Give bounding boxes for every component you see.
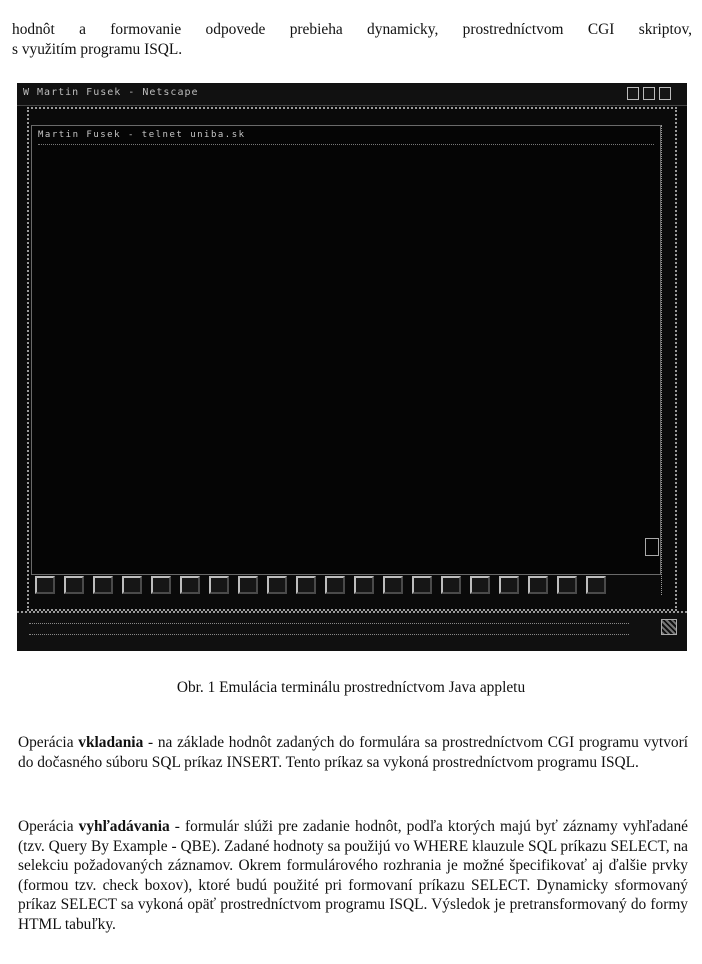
terminal-divider: [38, 144, 654, 146]
function-key-button[interactable]: [122, 576, 142, 594]
function-key-button[interactable]: [238, 576, 258, 594]
function-key-button[interactable]: [470, 576, 490, 594]
figure-caption: Obr. 1 Emulácia terminálu prostredníctvom Java appletu: [176, 679, 526, 696]
intro-paragraph: [12, 20, 692, 59]
function-key-button[interactable]: [180, 576, 200, 594]
search-term: vyhľadávania: [78, 818, 170, 835]
vertical-scrollbar[interactable]: [661, 125, 670, 595]
function-key-button[interactable]: [528, 576, 548, 594]
function-key-row: [35, 576, 655, 596]
browser-window-title: W Martin Fusek - Netscape: [23, 87, 199, 98]
function-key-button[interactable]: [325, 576, 345, 594]
terminal-screen[interactable]: [31, 125, 661, 575]
insert-prefix: Operácia: [18, 734, 79, 751]
function-key-button[interactable]: [499, 576, 519, 594]
browser-status-bar: [17, 611, 687, 651]
function-key-button[interactable]: [151, 576, 171, 594]
browser-title-bar: [17, 83, 687, 106]
function-key-button[interactable]: [64, 576, 84, 594]
function-key-button[interactable]: [412, 576, 432, 594]
function-key-button[interactable]: [267, 576, 287, 594]
scroll-thumb[interactable]: [645, 538, 659, 556]
insert-operation-paragraph: [18, 733, 688, 772]
search-operation-paragraph: [18, 817, 688, 934]
function-key-button[interactable]: [586, 576, 606, 594]
close-icon[interactable]: [659, 87, 671, 100]
search-prefix: Operácia: [18, 818, 79, 835]
function-key-button[interactable]: [441, 576, 461, 594]
function-key-button[interactable]: [296, 576, 316, 594]
intro-line-2: s využitím programu ISQL.: [12, 40, 183, 58]
function-key-button[interactable]: [209, 576, 229, 594]
function-key-button[interactable]: [93, 576, 113, 594]
function-key-button[interactable]: [557, 576, 577, 594]
insert-term: vkladania: [78, 734, 144, 751]
maximize-icon[interactable]: [643, 87, 655, 100]
function-key-button[interactable]: [35, 576, 55, 594]
function-key-button[interactable]: [354, 576, 374, 594]
status-bar-text-area: [29, 623, 629, 635]
terminal-header: Martin Fusek - telnet uniba.sk: [38, 130, 246, 140]
minimize-icon[interactable]: [627, 87, 639, 100]
resize-grip-icon[interactable]: [661, 619, 677, 635]
terminal-screenshot-figure: [17, 83, 687, 649]
intro-line-1: hodnôt a formovanie odpovede prebieha dynamicky, prostredníctvom CGI skriptov,: [12, 21, 692, 38]
search-text: - formulár slúži pre zadanie hodnôt, podľa ktorých majú byť záznamy vyhľadané (tzv. Query By Example - QBE). Zadané hodnoty sa použijú vo WHERE klauzule SQL príkazu SELECT, na selekciu požadovaných záznamov. Okrem formulárového rozhrania je možné špecifikovať aj ďalšie prvky (formou tzv. check boxov), ktoré budú použité pri formovaní príkazu SELECT. Dynamicky sformovaný príkaz SELECT sa vykoná opäť prostredníctvom programu ISQL. Výsledok je pretransformovaný do formy HTML tabuľky.: [18, 818, 688, 933]
function-key-button[interactable]: [383, 576, 403, 594]
insert-text: - na základe hodnôt zadaných do formulára sa prostredníctvom CGI programu vytvorí do dočasného súboru SQL príkaz INSERT. Tento príkaz sa vykoná prostredníctvom programu ISQL.: [18, 734, 688, 771]
